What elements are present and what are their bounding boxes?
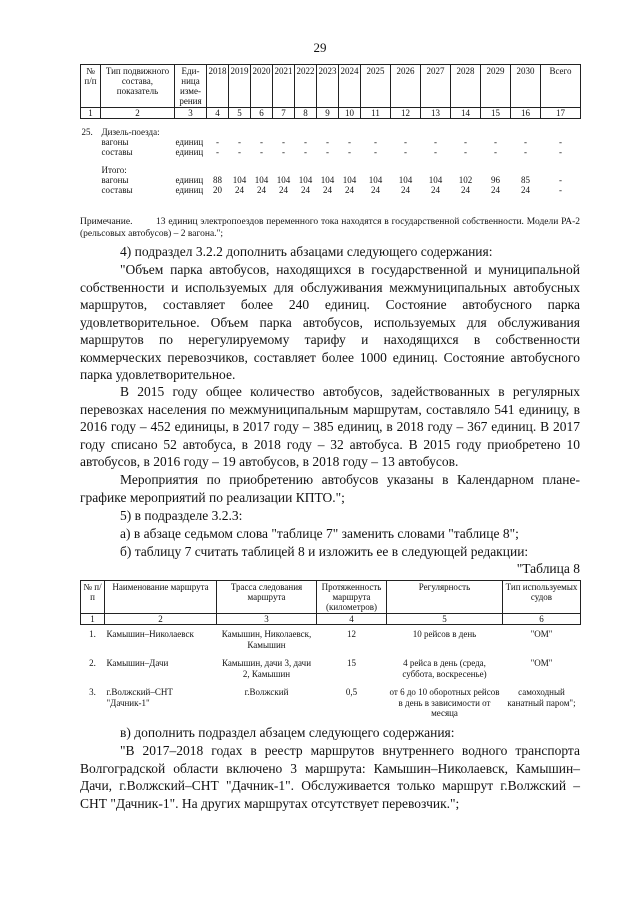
table-cell: - bbox=[434, 147, 437, 157]
table-cell: 104 bbox=[298, 175, 313, 185]
table-cell: - bbox=[260, 147, 263, 157]
table-cell bbox=[81, 137, 101, 147]
table-cell: - bbox=[304, 137, 307, 147]
table-cell: Итого: bbox=[101, 165, 127, 175]
column-number: 9 bbox=[317, 108, 339, 119]
header-cell: № п/п bbox=[81, 581, 105, 614]
column-number: 1 bbox=[81, 108, 101, 119]
table-cell: Дизель-поезда: bbox=[101, 127, 160, 137]
header-cell: 2028 bbox=[451, 65, 481, 108]
table-cell bbox=[81, 147, 101, 157]
table-cell: 24 bbox=[235, 185, 244, 195]
header-cell: 2018 bbox=[207, 65, 229, 108]
paragraph: в) дополнить подраздел абзацем следующего содержания: bbox=[120, 725, 455, 740]
table-cell bbox=[81, 175, 101, 185]
paragraph: 5) в подразделе 3.2.3: bbox=[120, 508, 243, 523]
table-cell: - bbox=[434, 137, 437, 147]
table-cell: 0,5 bbox=[345, 687, 358, 697]
table-cell: 24 bbox=[431, 185, 440, 195]
note-label: Примечание. bbox=[80, 217, 133, 227]
table-cell: г.Волжский bbox=[244, 687, 289, 697]
table-cell: - bbox=[216, 147, 219, 157]
table-cell: - bbox=[559, 175, 562, 185]
table-cell: - bbox=[559, 185, 562, 195]
table-header-row bbox=[81, 65, 581, 108]
header-cell: 2026 bbox=[391, 65, 421, 108]
table-cell: - bbox=[260, 137, 263, 147]
column-number-row bbox=[81, 108, 581, 119]
paragraph: а) в абзаце седьмом слова "таблице 7" заменить словами "таблице 8"; bbox=[120, 526, 519, 541]
note-text: 13 единиц электропоездов переменного тока находятся в государственной собственности. Модели РА-2 (рельсовых автобусов) – 2 вагона."; bbox=[80, 217, 580, 239]
header-cell: № п/п bbox=[81, 65, 101, 108]
column-number: 8 bbox=[295, 108, 317, 119]
table-cell: - bbox=[559, 137, 562, 147]
column-number: 2 bbox=[105, 614, 217, 625]
table-cell: 104 bbox=[342, 175, 357, 185]
header-cell: 2022 bbox=[295, 65, 317, 108]
column-number: 5 bbox=[387, 614, 503, 625]
table-cell: - bbox=[348, 137, 351, 147]
table-cell: 24 bbox=[461, 185, 470, 195]
column-number: 6 bbox=[251, 108, 273, 119]
table-cell: вагоны bbox=[101, 175, 129, 185]
column-number: 17 bbox=[541, 108, 581, 119]
table-header-row bbox=[81, 581, 581, 614]
paragraph: Мероприятия по приобретению автобусов указаны в Календарном плане-графике мероприятий по реализации КПТО."; bbox=[80, 472, 580, 505]
table-cell: 88 bbox=[213, 175, 222, 185]
table-cell: 104 bbox=[232, 175, 247, 185]
table-cell: от 6 до 10 оборотных рейсов в день в зависимости от месяца bbox=[389, 687, 500, 718]
table-cell: 104 bbox=[276, 175, 291, 185]
column-number: 13 bbox=[421, 108, 451, 119]
column-number: 15 bbox=[481, 108, 511, 119]
rolling-stock-table bbox=[80, 64, 581, 195]
table-cell: 15 bbox=[347, 658, 356, 668]
table-cell: 104 bbox=[368, 175, 383, 185]
table-cell: 24 bbox=[401, 185, 410, 195]
paragraph: "В 2017–2018 годах в реестр маршрутов внутреннего водного транспорта Волгоградской области включено 3 маршрута: Камышин–Николаевск, Камышин–Дачи, г.Волжский–СНТ "Дачник-1". Обслуживается только маршрут г.Волжский – СНТ "Дачник-1". На других маршрутах отсутствует перевозчик."; bbox=[80, 743, 580, 811]
table-cell: 24 bbox=[323, 185, 332, 195]
table-cell: самоходный канатный паром"; bbox=[507, 687, 576, 708]
table-row bbox=[81, 165, 581, 175]
table-cell: - bbox=[559, 147, 562, 157]
column-number: 7 bbox=[273, 108, 295, 119]
table-cell: - bbox=[374, 137, 377, 147]
table-cell: 24 bbox=[345, 185, 354, 195]
table-cell: - bbox=[494, 137, 497, 147]
table-cell: 2. bbox=[89, 658, 96, 668]
table-row bbox=[81, 175, 581, 185]
table-cell: - bbox=[404, 147, 407, 157]
table-cell: - bbox=[326, 147, 329, 157]
table-cell: составы bbox=[101, 185, 133, 195]
header-cell: Протяженность маршрута (километров) bbox=[317, 581, 387, 614]
paragraph: 4) подраздел 3.2.2 дополнить абзацами следующего содержания: bbox=[120, 244, 493, 259]
header-cell: 2020 bbox=[251, 65, 273, 108]
column-number-row bbox=[81, 614, 581, 625]
table-cell: 4 рейса в день (среда, суббота, воскресенье) bbox=[402, 658, 487, 679]
column-number: 4 bbox=[317, 614, 387, 625]
column-number: 4 bbox=[207, 108, 229, 119]
table-cell: - bbox=[326, 137, 329, 147]
table-row bbox=[81, 185, 581, 195]
table-cell: 85 bbox=[521, 175, 530, 185]
table-cell: единиц bbox=[175, 175, 204, 185]
paragraph: В 2015 году общее количество автобусов, задействованных в регулярных перевозках населения по межмуниципальным маршрутам, составляло 541 единицу, в 2016 году – 452 единицы, в 2017 году – 385 единиц, в 2018 году – 367 единиц. В 2017 году списано 52 автобуса, в 2018 году – 32 автобуса. В 2015 году приобретено 10 автобусов, в 2016 году – 19 автобусов, в 2018 году – 13 автобусов. bbox=[80, 384, 580, 469]
header-cell: 2027 bbox=[421, 65, 451, 108]
header-cell: Тип используемых судов bbox=[503, 581, 581, 614]
table-cell: - bbox=[494, 147, 497, 157]
column-number: 1 bbox=[81, 614, 105, 625]
table-cell: - bbox=[282, 137, 285, 147]
column-number: 6 bbox=[503, 614, 581, 625]
table-cell: - bbox=[374, 147, 377, 157]
column-number: 3 bbox=[217, 614, 317, 625]
paragraph: "Объем парка автобусов, находящихся в государственной и муниципальной собственности и используемых для обслуживания межмуниципальных автобусных маршрутов, составляет более 240 единиц. Состояние автобусного парка удовлетворительное. Объем парка автобусов, используемых для обслуживания маршрутов по нерегулируемому тарифу и находящихся в собственности коммерческих перевозчиков, составляет более 1000 единиц. Состояние автобусного парка удовлетворительное. bbox=[80, 262, 580, 382]
table-cell: - bbox=[464, 137, 467, 147]
table-cell bbox=[81, 185, 101, 195]
table-cell: вагоны bbox=[101, 137, 129, 147]
page-number: 29 bbox=[313, 40, 327, 55]
table-cell: - bbox=[304, 147, 307, 157]
table-cell: "ОМ" bbox=[530, 658, 553, 668]
table-cell: Камышин–Николаевск bbox=[106, 629, 194, 639]
table-cell: - bbox=[524, 137, 527, 147]
table-cell: 20 bbox=[213, 185, 222, 195]
table-row bbox=[81, 127, 581, 137]
table-cell: Камышин, дачи 3, дачи 2, Камышин bbox=[221, 658, 312, 679]
table-row bbox=[81, 137, 581, 147]
table-cell: 24 bbox=[279, 185, 288, 195]
table-cell: "ОМ" bbox=[530, 629, 553, 639]
table-caption: "Таблица 8 bbox=[516, 561, 580, 576]
header-cell: 2019 bbox=[229, 65, 251, 108]
table-cell: - bbox=[404, 137, 407, 147]
header-cell: Тип подвижного состава, показатель bbox=[101, 65, 175, 108]
table-cell: - bbox=[238, 137, 241, 147]
table-cell: - bbox=[216, 137, 219, 147]
table-cell: 104 bbox=[320, 175, 335, 185]
column-number: 3 bbox=[175, 108, 207, 119]
header-cell: Всего bbox=[541, 65, 581, 108]
water-routes-table bbox=[80, 580, 581, 723]
header-cell: Трасса следования маршрута bbox=[217, 581, 317, 614]
table-cell: 96 bbox=[491, 175, 500, 185]
table-row bbox=[81, 654, 581, 683]
table-cell: Камышин–Дачи bbox=[106, 658, 169, 668]
table-cell: 24 bbox=[491, 185, 500, 195]
table-cell: - bbox=[464, 147, 467, 157]
table-cell: 10 рейсов в день bbox=[412, 629, 477, 639]
header-cell: 2030 bbox=[511, 65, 541, 108]
header-cell: 2024 bbox=[339, 65, 361, 108]
column-number: 11 bbox=[361, 108, 391, 119]
table-cell: г.Волжский–СНТ "Дачник-1" bbox=[106, 687, 173, 708]
table-row bbox=[81, 625, 581, 655]
table-cell bbox=[81, 165, 101, 175]
table-cell: единиц bbox=[175, 147, 204, 157]
header-cell: 2023 bbox=[317, 65, 339, 108]
header-cell: Регулярность bbox=[387, 581, 503, 614]
table-cell: - bbox=[524, 147, 527, 157]
table-cell: 12 bbox=[347, 629, 356, 639]
column-number: 12 bbox=[391, 108, 421, 119]
table-cell: - bbox=[348, 147, 351, 157]
table-note bbox=[80, 216, 580, 240]
column-number: 16 bbox=[511, 108, 541, 119]
table-cell: 24 bbox=[301, 185, 310, 195]
table-cell: 25. bbox=[81, 127, 93, 137]
column-number: 2 bbox=[101, 108, 175, 119]
table-cell: 104 bbox=[254, 175, 269, 185]
header-cell: Наименование маршрута bbox=[105, 581, 217, 614]
header-cell: 2025 bbox=[361, 65, 391, 108]
table-cell: единиц bbox=[175, 185, 204, 195]
table-cell: 24 bbox=[371, 185, 380, 195]
table-cell: 3. bbox=[89, 687, 96, 697]
header-cell: Еди-ница изме-рения bbox=[175, 65, 207, 108]
table-cell: 104 bbox=[428, 175, 443, 185]
table-cell: 102 bbox=[458, 175, 473, 185]
table-cell: Камышин, Николаевск, Камышин bbox=[221, 629, 312, 650]
table-cell: единиц bbox=[175, 137, 204, 147]
column-number: 10 bbox=[339, 108, 361, 119]
table-cell: 24 bbox=[521, 185, 530, 195]
table-cell: 1. bbox=[89, 629, 96, 639]
header-cell: 2021 bbox=[273, 65, 295, 108]
table-row bbox=[81, 683, 581, 723]
column-number: 5 bbox=[229, 108, 251, 119]
table-cell: 24 bbox=[257, 185, 266, 195]
table-cell: 104 bbox=[398, 175, 413, 185]
table-row bbox=[81, 147, 581, 157]
table-cell: - bbox=[238, 147, 241, 157]
column-number: 14 bbox=[451, 108, 481, 119]
paragraph: б) таблицу 7 считать таблицей 8 и изложить ее в следующей редакции: bbox=[120, 544, 529, 559]
header-cell: 2029 bbox=[481, 65, 511, 108]
table-cell: - bbox=[282, 147, 285, 157]
table-cell: составы bbox=[101, 147, 133, 157]
